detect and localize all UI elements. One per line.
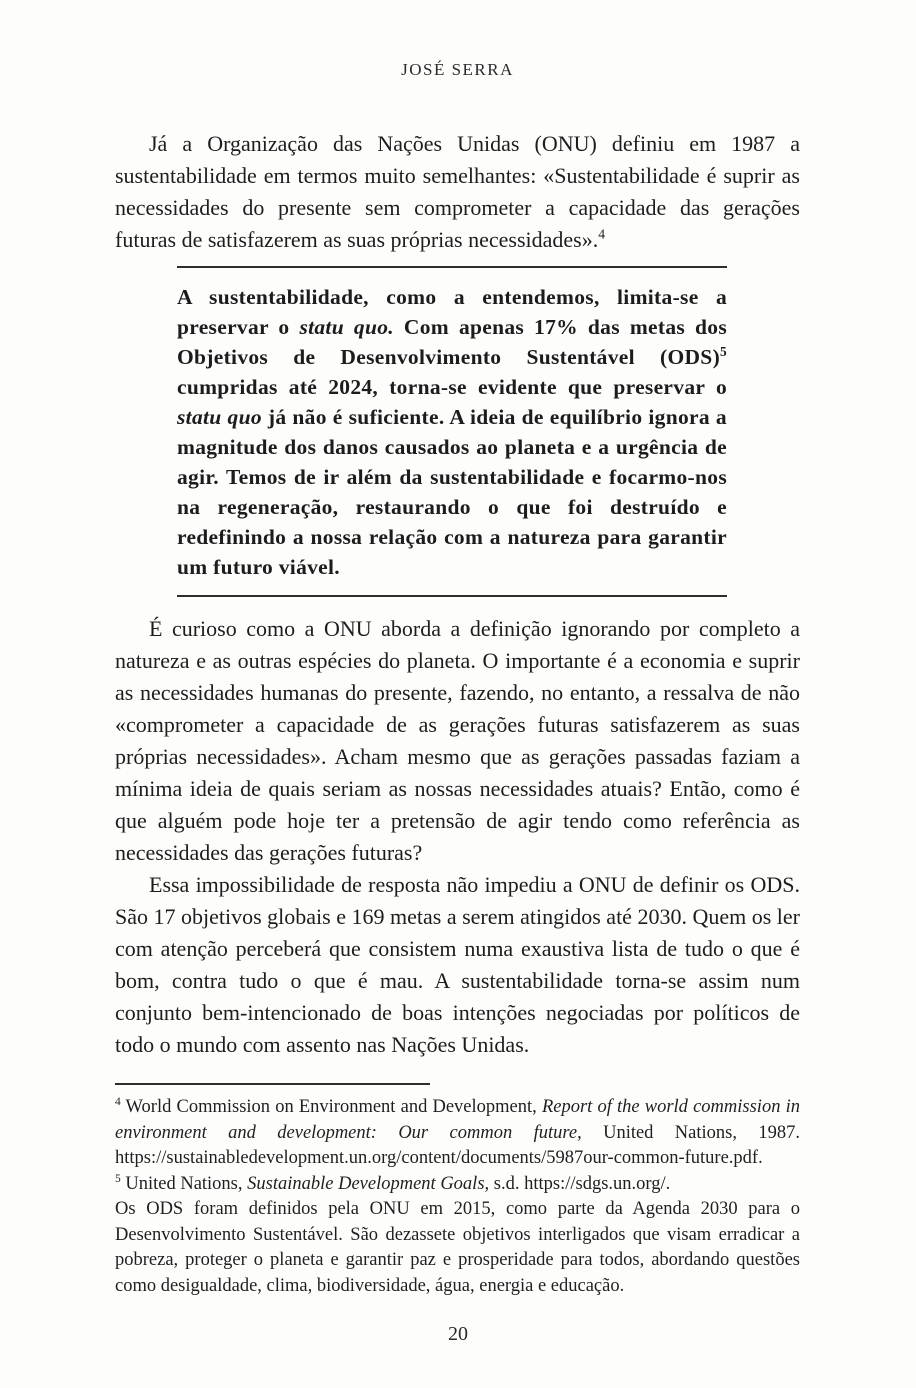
footnotes (115, 1095, 800, 1299)
pull-quote-text: A sustentabilidade, como a entendemos, limita-se a preservar o statu quo. Com apenas 17% das metas dos Objetivos de Desenvolvimento Sustentável (ODS)$^5$ cumpridas até 2024, torna-se evidente que preservar o statu quo já não é suficiente. A ideia de equilíbrio ignora a magnitude dos danos causados ao planeta e a urgência de agir. Temos de ir além da sustentabilidade e focarmo-nos na regeneração, restaurando o que foi destruído e redefinindo a nossa relação com a natureza para garantir um futuro viável. (177, 285, 727, 579)
paragraph-onu-critique: É curioso como a ONU aborda a definição ignorando por completo a natureza e as outras espécies do planeta. O importante é a economia e suprir as necessidades humanas do presente, fazendo, no entanto, a ressalva de não «comprometer a capacidade de as gerações futuras satisfazerem as suas próprias necessidades». Acham mesmo que as gerações passadas faziam a mínima ideia de quais seriam as nossas necessidades atuais? Então, como é que alguém pode hoje ter a pretensão de agir tendo como referência as necessidades das gerações futuras? (115, 616, 800, 865)
footnote-5: $^5$ United Nations, Sustainable Development Goals, s.d. https://sdgs.un.org/. (115, 1172, 671, 1194)
running-header: JOSÉ SERRA (401, 60, 514, 79)
text-block (115, 128, 800, 1299)
footnote-4: $^4$ World Commission on Environment and Development, Report of the world commission in environment and development: Our common future, United Nations, 1987. https://sustainabledevelopment.un.org/content/documents/5987our-common-future.pdf. (115, 1095, 800, 1168)
footnote-5-note: Os ODS foram definidos pela ONU em 2015, como parte da Agenda 2030 para o Desenvolvimento Sustentável. São dezassete objetivos interligados que visam erradicar a pobreza, proteger o planeta e garantir paz e prosperidade para todos, abordando questões como desigualdade, clima, biodiversidade, água, energia e educação. (115, 1199, 800, 1296)
paragraph-onu-definition: Já a Organização das Nações Unidas (ONU) definiu em 1987 a sustentabilidade em termos muito semelhantes: «Sustentabilidade é suprir as necessidades do presente sem comprometer a capacidade das gerações futuras de satisfazerem as suas próprias necessidades».$^4$ (115, 131, 800, 252)
pull-quote (177, 266, 727, 597)
page-number: 20 (448, 1323, 468, 1345)
paragraph-ods: Essa impossibilidade de resposta não impediu a ONU de definir os ODS. São 17 objetivos globais e 169 metas a serem atingidos até 2030. Quem os ler com atenção perceberá que consistem numa exaustiva lista de tudo o que é bom, contra tudo o que é mau. A sustentabilidade torna-se assim num conjunto bem-intencionado de boas intenções negociadas por políticos de todo o mundo com assento nas Nações Unidas. (115, 872, 800, 1057)
footnote-separator (115, 1083, 430, 1085)
